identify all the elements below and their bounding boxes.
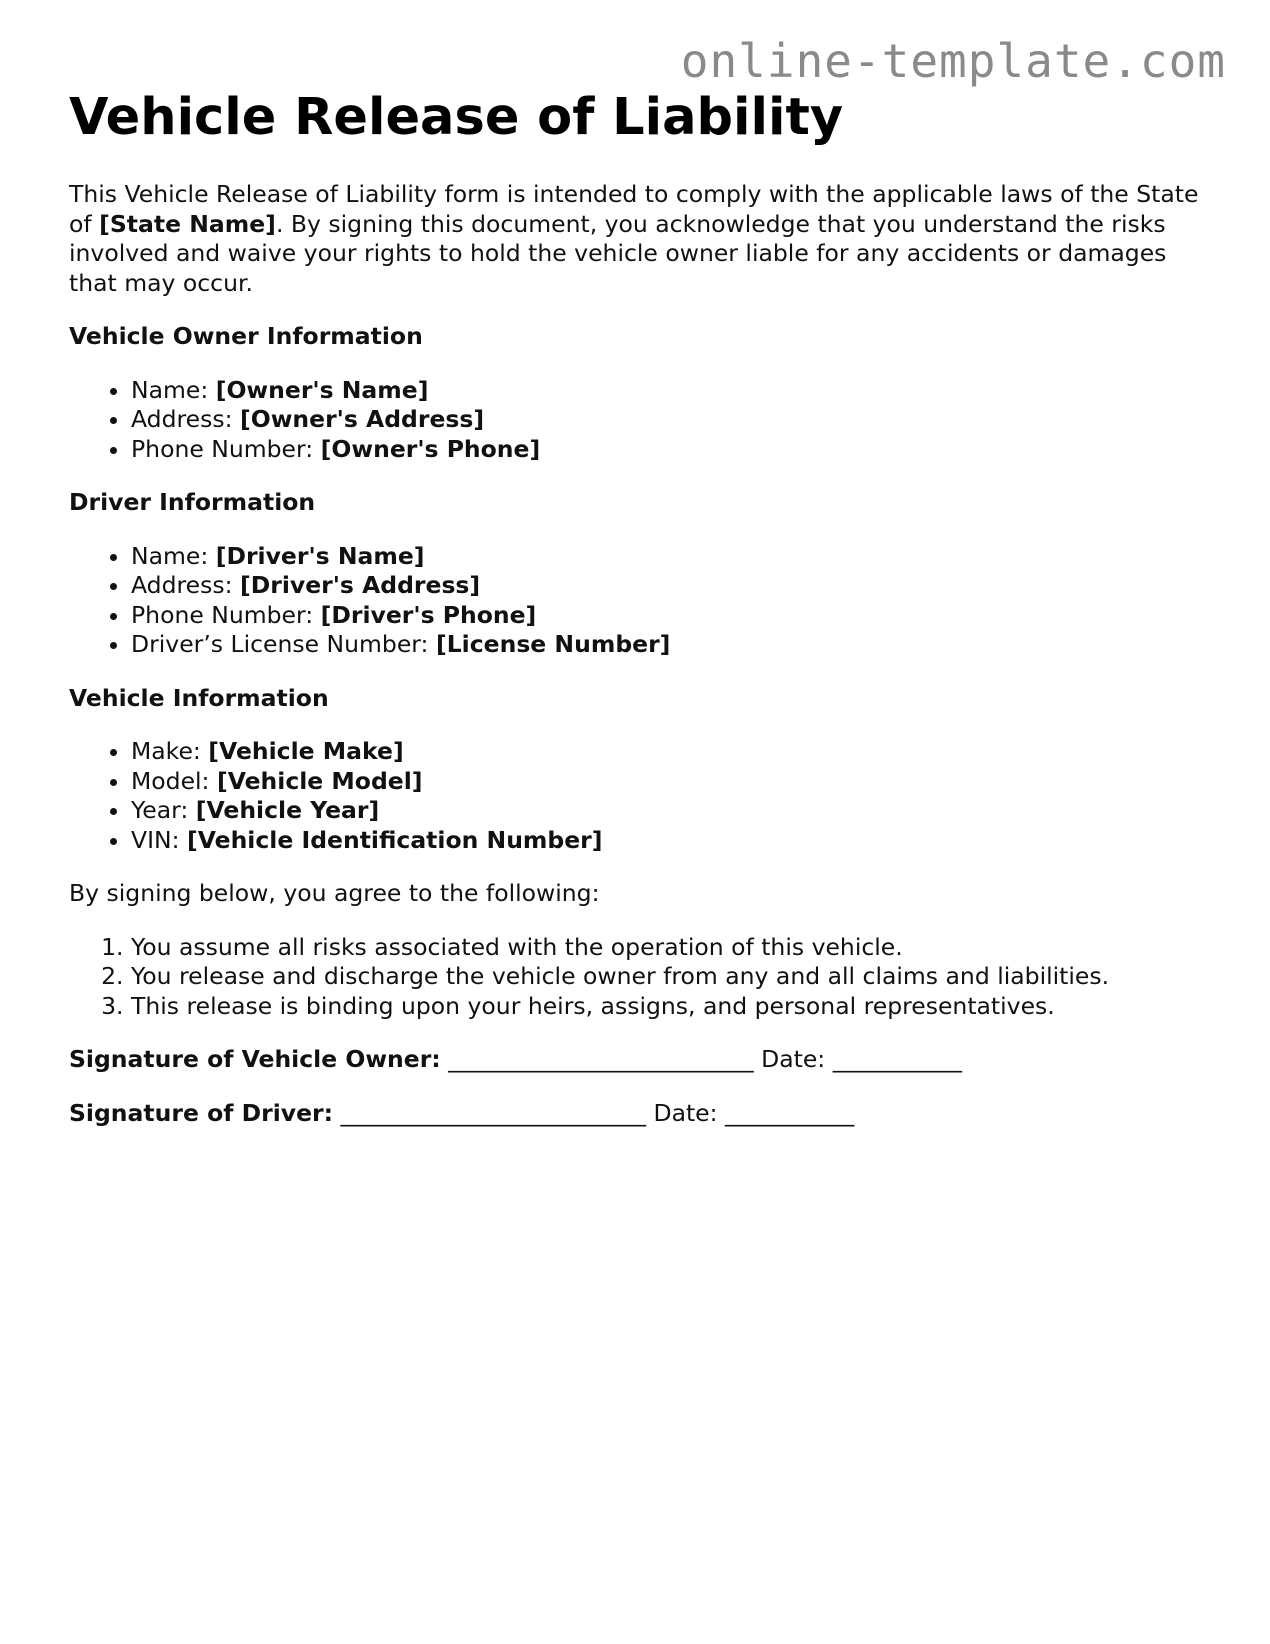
document-page <box>69 86 1209 1128</box>
agreement-term: 1. You assume all risks associated with the operation of this vehicle. <box>131 933 1209 963</box>
owner-address-label: Address: <box>131 405 240 433</box>
driver-phone-value: [Driver's Phone] <box>320 600 537 629</box>
vehicle-make-label: Make: <box>131 737 209 765</box>
driver-address-value: [Driver's Address] <box>239 571 481 599</box>
driver-license-item <box>131 630 1209 660</box>
owner-name-value: [Owner's Name] <box>215 375 429 404</box>
watermark: online-template.com <box>680 34 1226 88</box>
owner-date-field: ___________ <box>825 1045 962 1073</box>
intro-text-after: . By signing this document, you acknowledge that you understand the risks involved and waive your rights to hold the vehicle owner liable for any accidents or damages that may occur. <box>69 209 1167 297</box>
owner-signature-line <box>69 1045 1209 1075</box>
driver-signature-field: __________________________ <box>333 1098 654 1127</box>
intro-text-before: This Vehicle Release of Liability form is intended to comply with the applicable laws of the State of <box>69 180 1199 238</box>
vehicle-vin-item <box>131 826 1209 856</box>
vehicle-model-value: [Vehicle Model] <box>216 766 423 795</box>
vehicle-year-item <box>131 796 1209 826</box>
agreement-lead: By signing below, you agree to the following: <box>69 879 600 907</box>
agreement-terms-list <box>69 933 1209 1022</box>
driver-name-value: [Driver's Name] <box>215 541 425 570</box>
driver-date-field: ___________ <box>717 1098 855 1127</box>
vehicle-make-item <box>131 737 1209 767</box>
driver-address-item <box>131 571 1209 601</box>
vehicle-year-value: [Vehicle Year] <box>195 796 380 824</box>
vehicle-model-label: Model: <box>131 766 217 795</box>
driver-section-heading: Driver Information <box>69 488 316 516</box>
driver-signature-label: Signature of Driver: <box>69 1098 334 1127</box>
vehicle-vin-value: [Vehicle Identification Number] <box>186 825 603 854</box>
owner-phone-label: Phone Number: <box>131 434 321 463</box>
owner-date-label: Date: <box>761 1045 826 1073</box>
owner-address-value: [Owner's Address] <box>239 405 485 433</box>
owner-info-list <box>69 376 1209 465</box>
owner-address-item <box>131 405 1209 435</box>
agreement-term: 3. This release is binding upon your heirs, assigns, and personal representatives. <box>131 992 1209 1022</box>
driver-date-label: Date: <box>653 1098 718 1127</box>
driver-signature-line <box>69 1099 1209 1129</box>
vehicle-year-label: Year: <box>131 796 196 824</box>
vehicle-info-list <box>69 737 1209 855</box>
owner-name-label: Name: <box>131 375 216 404</box>
driver-name-item <box>131 542 1209 572</box>
driver-info-list <box>69 542 1209 660</box>
driver-license-label: Driver’s License Number: <box>131 630 436 658</box>
driver-phone-item <box>131 601 1209 631</box>
driver-address-label: Address: <box>131 571 240 599</box>
owner-name-item <box>131 376 1209 406</box>
vehicle-make-value: [Vehicle Make] <box>208 737 404 765</box>
owner-phone-item <box>131 435 1209 465</box>
document-title: Vehicle Release of Liability <box>69 88 844 147</box>
state-name-placeholder: [State Name] <box>99 209 276 238</box>
owner-signature-field: __________________________ <box>440 1045 762 1073</box>
intro-paragraph <box>69 180 1209 298</box>
vehicle-vin-label: VIN: <box>131 825 187 854</box>
owner-signature-label: Signature of Vehicle Owner: <box>69 1045 441 1073</box>
driver-phone-label: Phone Number: <box>131 600 321 629</box>
owner-phone-value: [Owner's Phone] <box>320 434 541 463</box>
driver-license-value: [License Number] <box>435 630 671 658</box>
agreement-term: 2. You release and discharge the vehicle owner from any and all claims and liabilities. <box>131 962 1209 992</box>
driver-name-label: Name: <box>131 541 216 570</box>
owner-section-heading: Vehicle Owner Information <box>69 322 423 350</box>
vehicle-section-heading: Vehicle Information <box>69 683 329 712</box>
vehicle-model-item <box>131 767 1209 797</box>
